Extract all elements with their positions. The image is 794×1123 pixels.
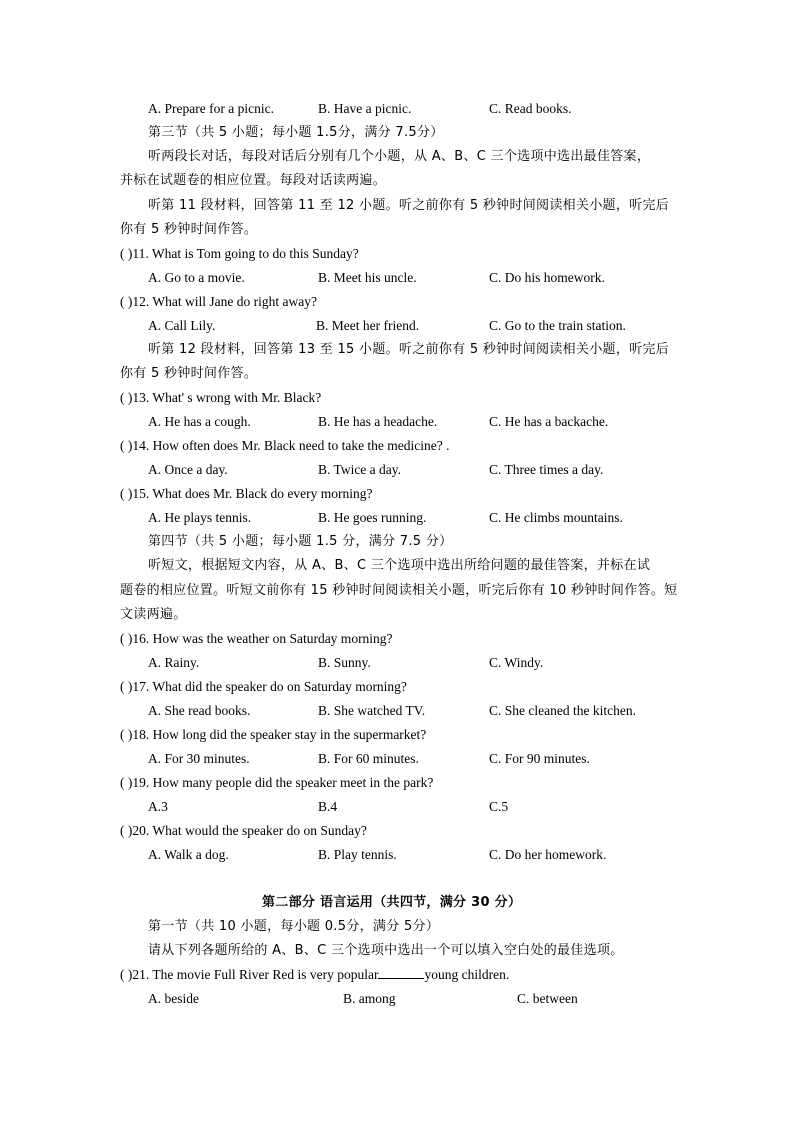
question-16-option-b: B. Sunny.	[318, 655, 371, 670]
answer-blank	[378, 966, 424, 979]
question-19-option-b: B.4	[318, 799, 338, 814]
section4-instruction-2: 题卷的相应位置。听短文前你有 15 秒钟时间阅读相关小题，听完后你有 10 秒钟时间作答。短	[120, 583, 678, 598]
question-13-option-a: A. He has a cough.	[148, 414, 251, 429]
question-20-option-a: A. Walk a dog.	[148, 847, 229, 862]
question-11-option-b: B. Meet his uncle.	[318, 270, 417, 285]
part2-section1-heading: 第一节（共 10 小题，每小题 0.5分，满分 5分）	[148, 919, 440, 934]
part2-section1-instruction: 请从下列各题所给的 A、B、C 三个选项中选出一个可以填入空白处的最佳选项。	[148, 943, 624, 958]
question-21-option-a: A. beside	[148, 991, 199, 1006]
question-19-option-c: C.5	[489, 799, 509, 814]
question-18-stem: ( )18. How long did the speaker stay in the supermarket?	[120, 727, 427, 742]
question-17-stem: ( )17. What did the speaker do on Saturday morning?	[120, 679, 407, 694]
question-11-stem: ( )11. What is Tom going to do this Sunday?	[120, 246, 359, 261]
question-15-stem: ( )15. What does Mr. Black do every morning?	[120, 486, 373, 501]
question-20-option-c: C. Do her homework.	[489, 847, 607, 862]
section3-heading: 第三节（共 5 小题；每小题 1.5分，满分 7.5分）	[148, 125, 444, 140]
question-18-option-c: C. For 90 minutes.	[489, 751, 590, 766]
question-21-stem	[120, 966, 509, 984]
question-14-stem: ( )14. How often does Mr. Black need to take the medicine? .	[120, 438, 450, 453]
question-17-option-a: A. She read books.	[148, 703, 251, 718]
section3-instruction-2: 并标在试题卷的相应位置。每段对话读两遍。	[120, 173, 387, 188]
question-11-option-c: C. Do his homework.	[489, 270, 605, 285]
question-13-option-c: C. He has a backache.	[489, 414, 609, 429]
question-19-stem: ( )19. How many people did the speaker meet in the park?	[120, 775, 434, 790]
material11-instruction-2: 你有 5 秒钟时间作答。	[120, 222, 258, 237]
section4-heading: 第四节（共 5 小题；每小题 1.5 分，满分 7.5 分）	[148, 534, 453, 549]
question-12-option-c: C. Go to the train station.	[489, 318, 626, 333]
question-13-stem: ( )13. What' s wrong with Mr. Black?	[120, 390, 322, 405]
question-13-option-b: B. He has a headache.	[318, 414, 438, 429]
material12-instruction-1: 听第 12 段材料，回答第 13 至 15 小题。听之前你有 5 秒钟时间阅读相关小题，听完后	[148, 342, 670, 357]
question-15-option-b: B. He goes running.	[318, 510, 427, 525]
question-20-option-b: B. Play tennis.	[318, 847, 397, 862]
question-12-option-b: B. Meet her friend.	[316, 318, 420, 333]
material12-instruction-2: 你有 5 秒钟时间作答。	[120, 366, 258, 381]
question-16-option-a: A. Rainy.	[148, 655, 200, 670]
question-21-stem-after: young children.	[424, 967, 510, 982]
question-21-option-c: C. between	[517, 991, 578, 1006]
material11-instruction-1: 听第 11 段材料，回答第 11 至 12 小题。听之前你有 5 秒钟时间阅读相关小题，听完后	[148, 198, 670, 213]
question-17-option-b: B. She watched TV.	[318, 703, 426, 718]
q10-option-a: A. Prepare for a picnic.	[148, 101, 274, 116]
question-18-option-a: A. For 30 minutes.	[148, 751, 250, 766]
question-16-stem: ( )16. How was the weather on Saturday morning?	[120, 631, 393, 646]
section4-instruction-3: 文读两遍。	[120, 607, 187, 622]
question-11-option-a: A. Go to a movie.	[148, 270, 245, 285]
question-14-option-c: C. Three times a day.	[489, 462, 604, 477]
q10-option-b: B. Have a picnic.	[318, 101, 412, 116]
section3-instruction-1: 听两段长对话，每段对话后分别有几个小题，从 A、B、C 三个选项中选出最佳答案，	[148, 149, 651, 164]
question-12-option-a: A. Call Lily.	[148, 318, 216, 333]
part2-title: 第二部分 语言运用（共四节，满分 30 分）	[262, 895, 522, 910]
question-14-option-a: A. Once a day.	[148, 462, 228, 477]
q10-option-c: C. Read books.	[489, 101, 572, 116]
question-19-option-a: A.3	[148, 799, 168, 814]
question-15-option-c: C. He climbs mountains.	[489, 510, 623, 525]
section4-instruction-1: 听短文，根据短文内容，从 A、B、C 三个选项中选出所给问题的最佳答案，并标在试	[148, 558, 651, 573]
question-16-option-c: C. Windy.	[489, 655, 544, 670]
question-15-option-a: A. He plays tennis.	[148, 510, 252, 525]
question-21-stem-before: ( )21. The movie Full River Red is very popular	[120, 967, 379, 982]
question-12-stem: ( )12. What will Jane do right away?	[120, 294, 317, 309]
question-18-option-b: B. For 60 minutes.	[318, 751, 419, 766]
question-20-stem: ( )20. What would the speaker do on Sunday?	[120, 823, 367, 838]
question-21-option-b: B. among	[343, 991, 396, 1006]
question-14-option-b: B. Twice a day.	[318, 462, 402, 477]
question-17-option-c: C. She cleaned the kitchen.	[489, 703, 636, 718]
